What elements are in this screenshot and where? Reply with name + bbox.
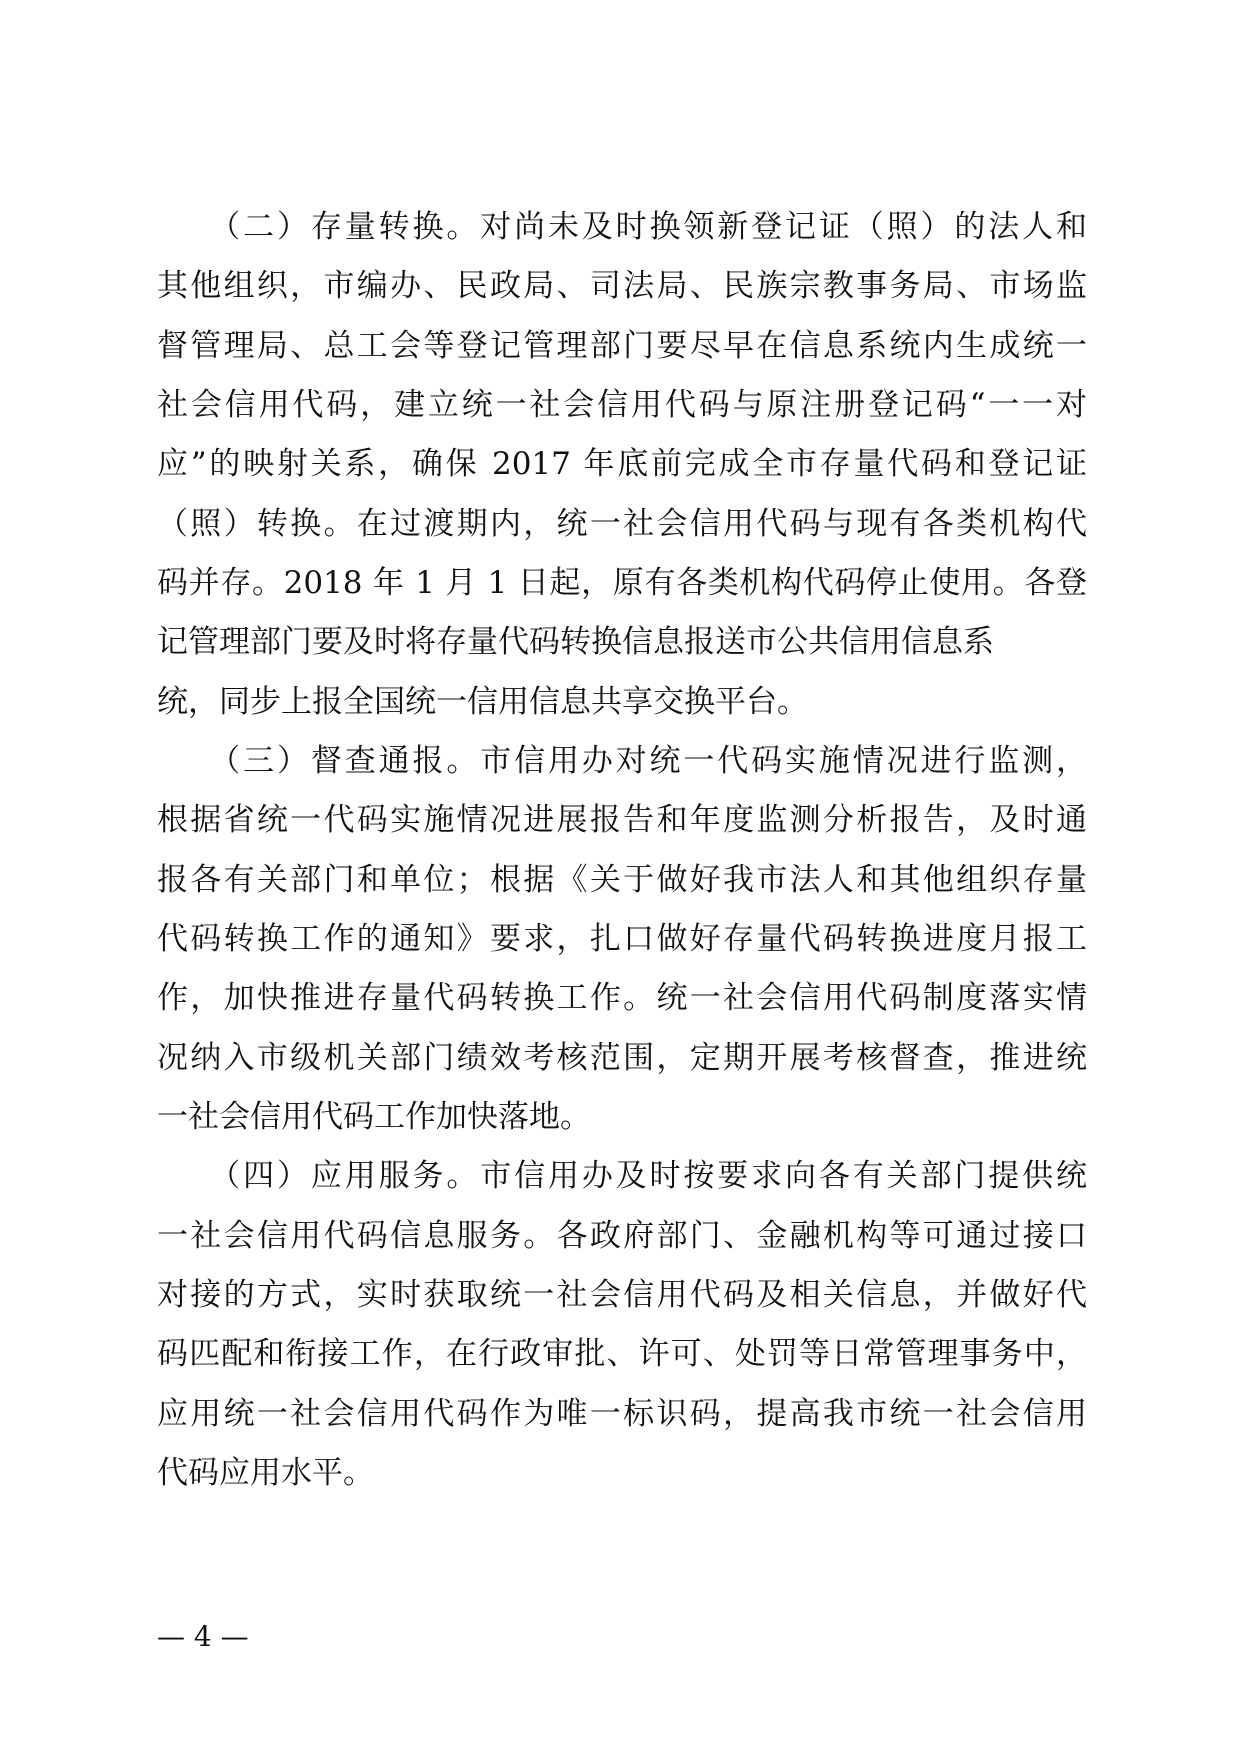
text-line: 对接的方式，实时获取统一社会信用代码及相关信息，并做好代 [157,1277,1087,1313]
text-line: 一社会信用代码工作加快落地。 [157,1099,591,1135]
text-line: 码匹配和衔接工作，在行政审批、许可、处罚等日常管理事务中， [157,1336,1087,1372]
text-line: 作，加快推进存量代码转换工作。统一社会信用代码制度落实情 [157,980,1087,1016]
page-number: — 4 — [157,1620,249,1653]
text-line: 记管理部门要及时将存量代码转换信息报送市公共信用信息系 [157,624,994,660]
text-line: 其他组织，市编办、民政局、司法局、民族宗教事务局、市场监 [157,268,1087,304]
text-line: 督管理局、总工会等登记管理部门要尽早在信息系统内生成统一 [157,328,1087,364]
text-line: 报各有关部门和单位；根据《关于做好我市法人和其他组织存量 [157,862,1087,898]
text-line: （照）转换。在过渡期内，统一社会信用代码与现有各类机构代 [157,506,1087,542]
text-line: 况纳入市级机关部门绩效考核范围，定期开展考核督查，推进统 [157,1040,1087,1076]
text-line: 一社会信用代码信息服务。各政府部门、金融机构等可通过接口 [157,1218,1087,1254]
text-line: 社会信用代码，建立统一社会信用代码与原注册登记码“一一对 [157,387,1087,423]
text-line: 码并存。2018 年 1 月 1 日起，原有各类机构代码停止使用。各登 [157,565,1087,601]
text-line: 应用统一社会信用代码作为唯一标识码，提高我市统一社会信用 [157,1396,1087,1432]
text-line: 统，同步上报全国统一信用信息共享交换平台。 [157,684,808,720]
text-line: （三）督查通报。市信用办对统一代码实施情况进行监测， [157,743,1087,779]
text-line: （二）存量转换。对尚未及时换领新登记证（照）的法人和 [157,209,1087,245]
text-line: 应”的映射关系，确保 2017 年底前完成全市存量代码和登记证 [157,446,1087,482]
text-line: （四）应用服务。市信用办及时按要求向各有关部门提供统 [157,1158,1087,1194]
text-line: 代码应用水平。 [157,1455,374,1491]
text-line: 根据省统一代码实施情况进展报告和年度监测分析报告，及时通 [157,802,1087,838]
text-line: 代码转换工作的通知》要求，扎口做好存量代码转换进度月报工 [157,921,1087,957]
